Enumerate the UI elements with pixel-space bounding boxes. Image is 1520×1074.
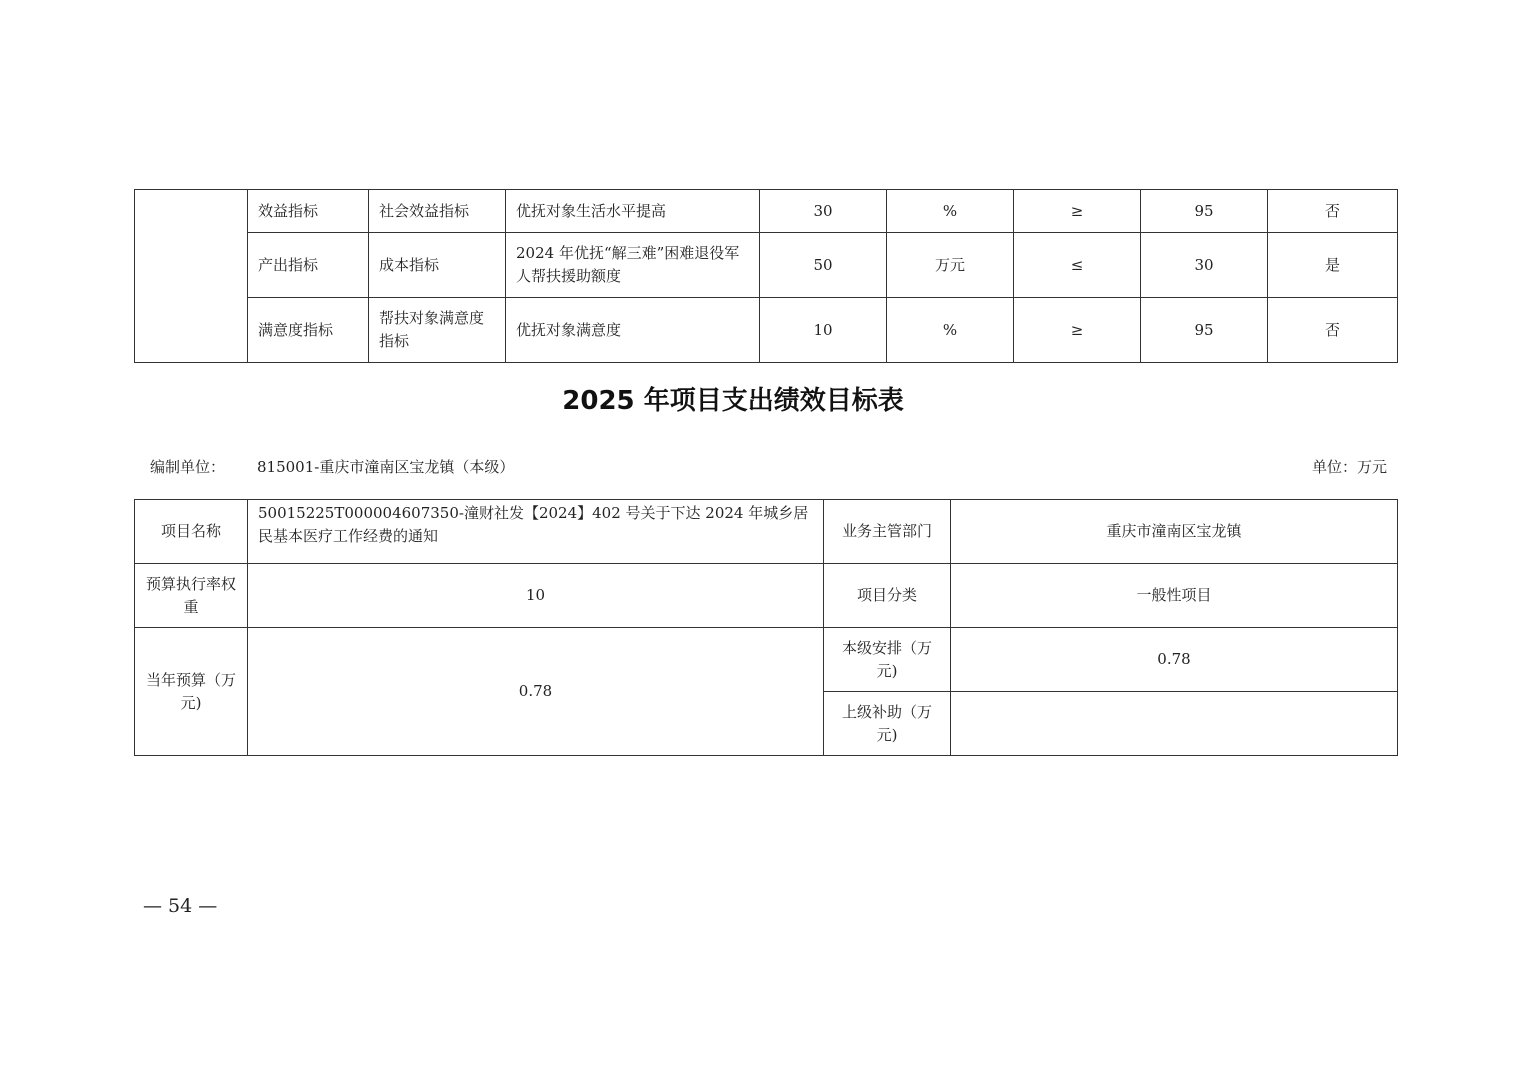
indicator-subcategory: 帮扶对象满意度指标 <box>369 298 506 363</box>
upper-label: 上级补助（万元) <box>824 692 951 756</box>
indicator-target: 30 <box>1141 233 1268 298</box>
upper-value <box>951 692 1398 756</box>
weight-value: 10 <box>248 564 824 628</box>
table-row <box>135 628 1398 692</box>
indicator-category: 产出指标 <box>248 233 369 298</box>
local-value: 0.78 <box>951 628 1398 692</box>
table-row <box>135 298 1398 363</box>
indicator-operator: ≥ <box>1014 190 1141 233</box>
dept-value: 重庆市潼南区宝龙镇 <box>951 500 1398 564</box>
indicator-target: 95 <box>1141 298 1268 363</box>
table-row <box>135 190 1398 233</box>
indicator-subcategory: 社会效益指标 <box>369 190 506 233</box>
page-number: — 54 — <box>143 895 218 917</box>
indicator-operator: ≤ <box>1014 233 1141 298</box>
table-row <box>135 233 1398 298</box>
indicator-weight: 30 <box>760 190 887 233</box>
indicator-flag: 否 <box>1268 298 1398 363</box>
project-table <box>134 499 1398 756</box>
org-label: 编制单位： <box>150 458 226 476</box>
category-label: 项目分类 <box>824 564 951 628</box>
indicator-unit: % <box>887 190 1014 233</box>
project-name-value: 50015225T000004607350-潼财社发【2024】402 号关于下达 2024 年城乡居民基本医疗工作经费的通知 <box>248 500 824 564</box>
budget-label: 当年预算（万元) <box>135 628 248 756</box>
category-value: 一般性项目 <box>951 564 1398 628</box>
indicator-flag: 是 <box>1268 233 1398 298</box>
org-value: 815001-重庆市潼南区宝龙镇（本级） <box>257 458 515 476</box>
indicator-flag: 否 <box>1268 190 1398 233</box>
indicator-category: 满意度指标 <box>248 298 369 363</box>
indicator-weight: 50 <box>760 233 887 298</box>
unit-label: 单位：万元 <box>1311 458 1387 476</box>
project-name-label: 项目名称 <box>135 500 248 564</box>
indicator-name: 2024 年优抚“解三难”困难退役军人帮扶援助额度 <box>506 233 760 298</box>
table-row <box>135 500 1398 564</box>
weight-label: 预算执行率权重 <box>135 564 248 628</box>
dept-label: 业务主管部门 <box>824 500 951 564</box>
indicator-name: 优抚对象满意度 <box>506 298 760 363</box>
indicator-unit: 万元 <box>887 233 1014 298</box>
indicator-name: 优抚对象生活水平提高 <box>506 190 760 233</box>
indicator-target: 95 <box>1141 190 1268 233</box>
indicator-table <box>134 189 1398 363</box>
page-title: 2025 年项目支出绩效目标表 <box>562 386 904 416</box>
budget-value: 0.78 <box>248 628 824 756</box>
table-row <box>135 564 1398 628</box>
indicator-subcategory: 成本指标 <box>369 233 506 298</box>
blank-cell <box>135 190 248 363</box>
indicator-category: 效益指标 <box>248 190 369 233</box>
indicator-weight: 10 <box>760 298 887 363</box>
indicator-unit: % <box>887 298 1014 363</box>
indicator-operator: ≥ <box>1014 298 1141 363</box>
local-label: 本级安排（万元) <box>824 628 951 692</box>
